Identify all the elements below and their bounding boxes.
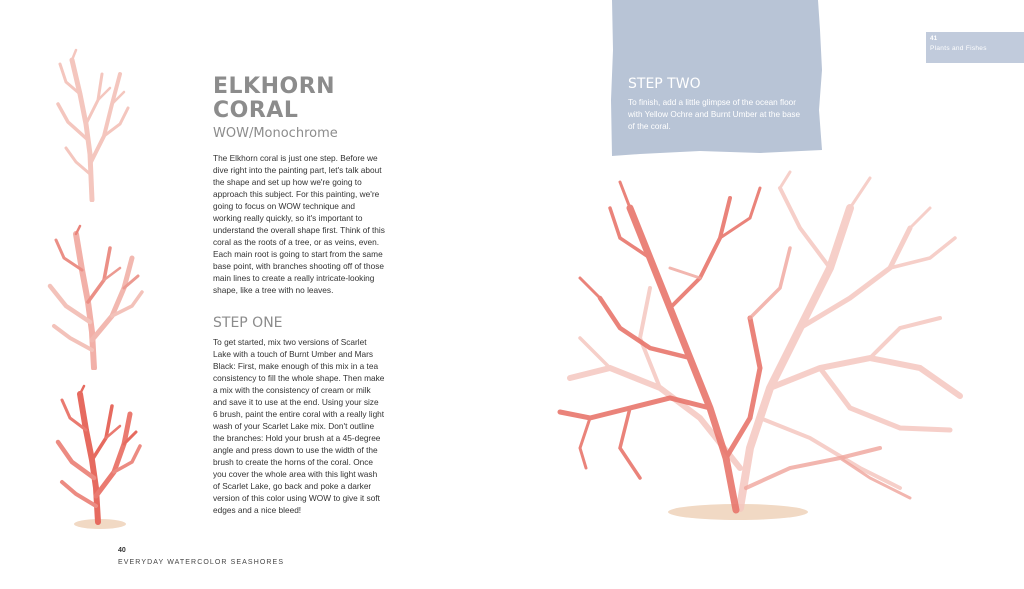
light-coral-wash-illustration	[50, 44, 132, 202]
step-one-paragraph: To get started, mix two versions of Scarlet Lake with a touch of Burnt Umber and Mars Black: First, make enough of this mix in a tea consistency to fill the whole shape. Then make a mix with the consistency of cream or milk and save it to use at the end. Using your size 6 brush, paint the entire coral with a really light wash of your Scarlet Lake mix. Don't outline the branches: Hold your brush at a 45-degree angle and press down to use the width of the brush to create the horns of the coral. Once you cover the whole area with this light wash of Scarlet Lake, go back and poke a darker version of this color using WOW to give it soft edges and a nice bleed!	[213, 337, 385, 515]
running-head: EVERYDAY WATERCOLOR SEASHORES	[118, 559, 285, 566]
step-two-paragraph: To finish, add a little glimpse of the ocean floor with Yellow Ochre and Burnt Umber at the base of the coral.	[628, 98, 801, 131]
title-line-2: CORAL	[213, 98, 299, 123]
step-one-heading: STEP ONE	[213, 315, 283, 331]
page-number-left: 40	[118, 547, 126, 554]
chapter-label: Plants and Fishes	[930, 45, 987, 52]
page-subtitle: WOW/Monochrome	[213, 126, 338, 141]
chapter-tab	[926, 32, 1024, 63]
mid-coral-illustration	[40, 222, 146, 370]
page-title	[213, 75, 373, 123]
page-number-right: 41	[930, 35, 938, 42]
elkhorn-coral-painting	[550, 168, 970, 524]
intro-paragraph: The Elkhorn coral is just one step. Before we dive right into the painting part, let's talk about the shape and set up how we're going to approach this subject. For this painting, we're going to focus on WOW technique and working really quickly, so it's important to understand the overall shape first. Think of this coral as the roots of a tree, or as veins, even. Each main root is going to start from the same base point, with branches shooting off of those main lines to create a really intricate-looking shape, like a tree with no leaves.	[213, 153, 385, 295]
finished-coral-illustration	[48, 384, 144, 532]
title-line-1: ELKHORN	[213, 74, 336, 99]
step-two-heading: STEP TWO	[628, 76, 701, 92]
